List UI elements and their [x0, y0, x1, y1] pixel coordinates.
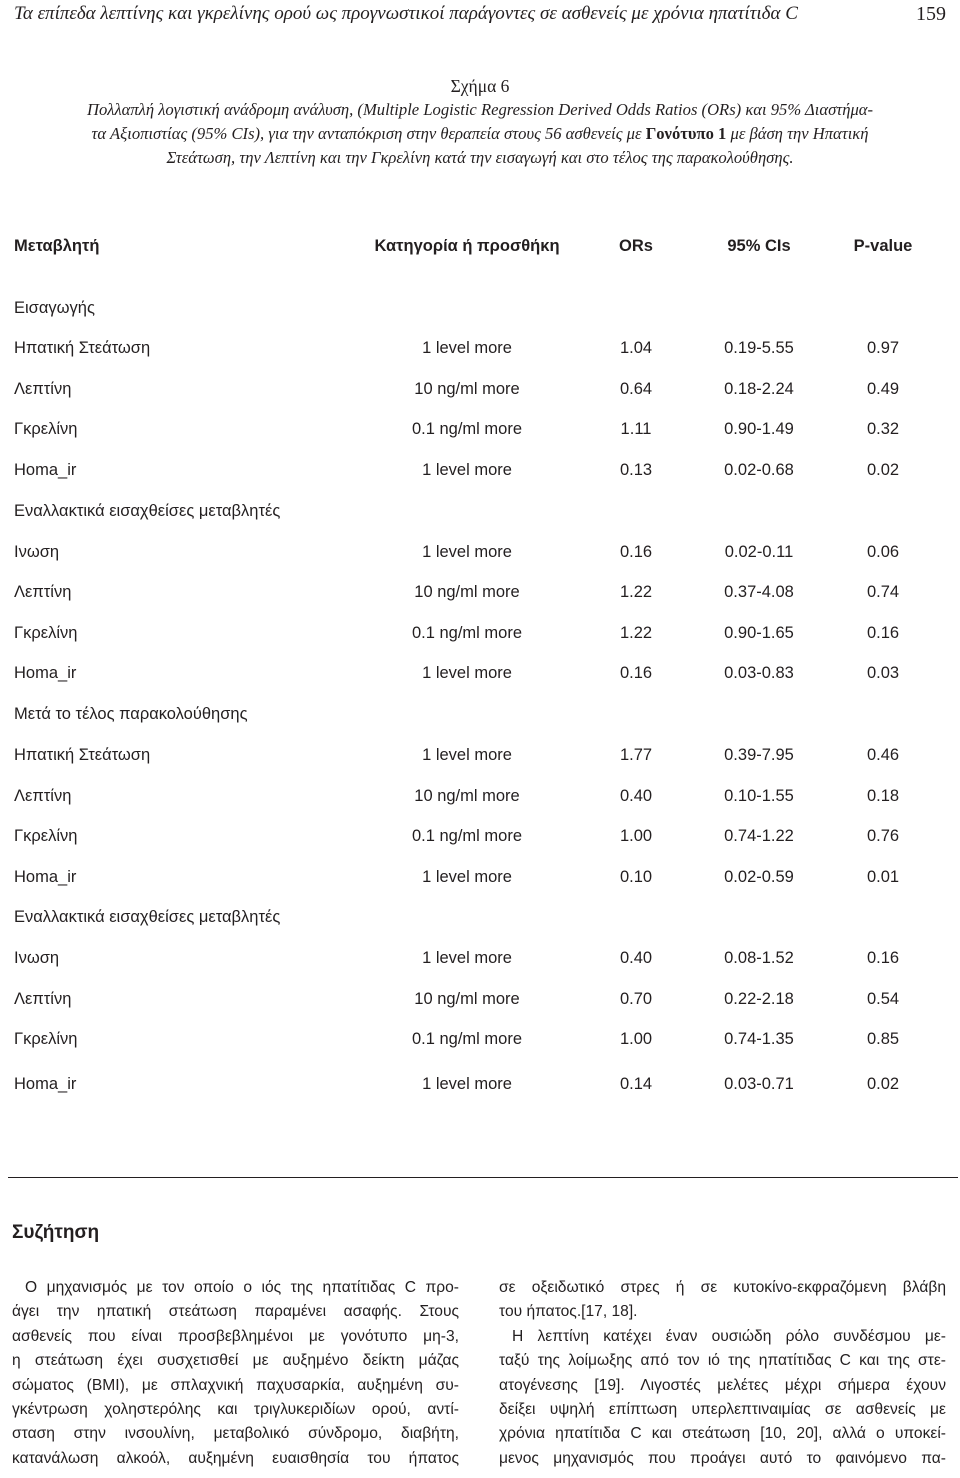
- cell-variable: Ηπατική Στεάτωση: [14, 746, 151, 764]
- discussion-column-right: [499, 1276, 946, 1476]
- text-line: χρόνια ηπατίτιδα C και στεάτωση [10, 20], αλλά ο υποκεί-: [499, 1425, 946, 1443]
- text-line: δείξει υψηλή επίπτωση υπερλεπτιναιμίας σε ασθενείς με: [499, 1401, 946, 1419]
- cell-or: 1.22: [619, 624, 653, 642]
- cell-or: 1.00: [619, 1030, 653, 1048]
- cell-pvalue: 0.97: [866, 339, 900, 357]
- cell-variable: Γκρελίνη: [14, 624, 78, 642]
- cell-ci: 0.03-0.71: [724, 1075, 794, 1093]
- cell-pvalue: 0.16: [866, 624, 900, 642]
- cell-pvalue: 0.74: [866, 583, 900, 601]
- cell-ci: 0.90-1.49: [724, 420, 794, 438]
- cell-or: 0.40: [619, 787, 653, 805]
- cell-or: 1.22: [619, 583, 653, 601]
- cell-or: 0.10: [619, 868, 653, 886]
- cell-or: 0.13: [619, 461, 653, 479]
- section-divider: [8, 1177, 958, 1178]
- cell-variable: Homa_ir: [14, 868, 77, 886]
- text-line: κατανάλωση αλκοόλ, αυξημένη ευαισθησία του ήπατος: [12, 1449, 459, 1467]
- table-section-label: Εναλλακτικά εισαχθείσες μεταβλητές: [14, 502, 281, 520]
- cell-pvalue: 0.02: [866, 1075, 900, 1093]
- cell-ci: 0.37-4.08: [724, 583, 794, 601]
- cell-or: 0.16: [619, 664, 653, 682]
- figure-label: Σχήμα 6: [450, 76, 510, 96]
- cell-or: 0.16: [619, 543, 653, 561]
- figure-caption: [10, 74, 950, 170]
- cell-variable: Γκρελίνη: [14, 1030, 78, 1048]
- cell-category: 10 ng/ml more: [414, 990, 520, 1008]
- cell-variable: Γκρελίνη: [14, 827, 78, 845]
- cell-ci: 0.39-7.95: [724, 746, 794, 764]
- discussion-heading: Συζήτηση: [12, 1222, 100, 1243]
- caption-line: Στεάτωση, την Λεπτίνη και την Γκρελίνη κατά την εισαγωγή και στο τέλος της παρακολούθησης.: [166, 148, 794, 167]
- cell-pvalue: 0.32: [866, 420, 900, 438]
- cell-category: 1 level more: [422, 949, 512, 967]
- cell-category: 1 level more: [422, 461, 512, 479]
- cell-or: 0.70: [619, 990, 653, 1008]
- discussion-column-left: [12, 1276, 459, 1476]
- cell-pvalue: 0.46: [866, 746, 900, 764]
- cell-pvalue: 0.01: [866, 868, 900, 886]
- cell-or: 0.40: [619, 949, 653, 967]
- caption-line: Πολλαπλή λογιστική ανάδρομη ανάλυση, (Multiple Logistic Regression Derived Odds Ratios (ORs) και 95% Διαστήμα-: [86, 100, 874, 119]
- text-line: γκέντρωση χοληστερόλης και τριγλυκεριδίων ορού, αντί-: [12, 1401, 459, 1419]
- cell-category: 1 level more: [422, 543, 512, 561]
- cell-category: 0.1 ng/ml more: [411, 420, 523, 438]
- cell-ci: 0.02-0.59: [724, 868, 794, 886]
- cell-or: 1.00: [619, 827, 653, 845]
- cell-ci: 0.90-1.65: [724, 624, 794, 642]
- page-number: 159: [916, 3, 946, 25]
- cell-variable: Λεπτίνη: [14, 380, 72, 398]
- text-line: μενος μηχανισμός που προάγει αυτό το φαινόμενο πα-: [499, 1449, 946, 1467]
- cell-category: 1 level more: [422, 868, 512, 886]
- cell-category: 10 ng/ml more: [414, 380, 520, 398]
- table-section-label: Εναλλακτικά εισαχθείσες μεταβλητές: [14, 908, 281, 926]
- cell-variable: Homa_ir: [14, 1075, 77, 1093]
- text-line: ασθενείς που είναι προσβεβλημένοι με γονότυπο μη-3,: [12, 1327, 459, 1345]
- cell-category: 0.1 ng/ml more: [411, 1030, 523, 1048]
- cell-pvalue: 0.16: [866, 949, 900, 967]
- header-category: Κατηγορία ή προσθήκη: [374, 237, 560, 255]
- paragraph: [12, 1276, 459, 1471]
- cell-variable: Λεπτίνη: [14, 787, 72, 805]
- cell-pvalue: 0.54: [866, 990, 900, 1008]
- cell-ci: 0.02-0.68: [724, 461, 794, 479]
- cell-category: 1 level more: [422, 664, 512, 682]
- text-line: άγει την ηπατική στεάτωση παραμένει ασαφής. Στους: [12, 1303, 459, 1321]
- table-section-label: Μετά το τέλος παρακολούθησης: [14, 705, 248, 723]
- text-line: η στεάτωση έχει συσχετισθεί με αυξημένο δείκτη μάζας: [12, 1352, 459, 1370]
- cell-ci: 0.22-2.18: [724, 990, 794, 1008]
- text-line: σταση στην ινσουλίνη, μεταβολικό σύνδρομο, διαβήτη,: [12, 1425, 459, 1443]
- cell-category: 0.1 ng/ml more: [411, 827, 523, 845]
- cell-or: 1.11: [620, 420, 652, 438]
- text-line: του ήπατος.[17, 18].: [499, 1303, 638, 1321]
- cell-or: 1.04: [619, 339, 653, 357]
- cell-ci: 0.18-2.24: [724, 380, 794, 398]
- caption-text: τα Αξιοπιστίας (95% CIs), για την ανταπόκριση στην θεραπεία στους 56 ασθενείς με: [91, 124, 646, 143]
- text-line: σε οξειδωτικό στρες ή σε κυτοκίνο-εκφραζόμενη βλάβη: [499, 1279, 946, 1296]
- text-line: Ο μηχανισμός με τον οποίο ο ιός της ηπατίτιδας C προ-: [25, 1279, 459, 1296]
- running-title: Τα επίπεδα λεπτίνης και γκρελίνης ορού ως προγνωστικοί παράγοντες σε ασθενείς με χρόνια ηπατίτιδα C: [14, 3, 798, 24]
- cell-category: 1 level more: [422, 339, 512, 357]
- caption-genotype: Γονότυπο 1: [645, 124, 727, 143]
- cell-ci: 0.74-1.22: [724, 827, 794, 845]
- cell-pvalue: 0.18: [866, 787, 900, 805]
- cell-variable: Λεπτίνη: [14, 990, 72, 1008]
- cell-pvalue: 0.85: [866, 1030, 900, 1048]
- cell-variable: Homa_ir: [14, 461, 77, 479]
- table-section-label: Εισαγωγής: [14, 299, 95, 317]
- text-line: ατογένεσης [19]. Λιγοστές μελέτες μέχρι σήμερα έχουν: [499, 1376, 946, 1394]
- cell-variable: Ινωση: [14, 543, 60, 561]
- cell-category: 0.1 ng/ml more: [411, 624, 523, 642]
- text-line: ταξύ της λοίμωξης από τον ιό της ηπατίτιδας C και της στε-: [499, 1352, 946, 1370]
- cell-ci: 0.02-0.11: [724, 543, 794, 561]
- paragraph: [499, 1325, 946, 1471]
- cell-category: 10 ng/ml more: [414, 787, 520, 805]
- cell-ci: 0.10-1.55: [724, 787, 794, 805]
- caption-text: με βάση την Ηπατική: [726, 124, 869, 143]
- cell-category: 1 level more: [422, 1075, 512, 1093]
- cell-variable: Ινωση: [14, 949, 60, 967]
- cell-ci: 0.08-1.52: [724, 949, 794, 967]
- cell-variable: Ηπατική Στεάτωση: [14, 339, 151, 357]
- cell-or: 0.64: [619, 380, 653, 398]
- header-pvalue: P-value: [853, 237, 913, 255]
- text-line: σώματος (BMI), με σπλαχνική παχυσαρκία, αυξημένη συ-: [12, 1376, 459, 1394]
- cell-or: 0.14: [619, 1075, 653, 1093]
- cell-pvalue: 0.76: [866, 827, 900, 845]
- cell-pvalue: 0.03: [866, 664, 900, 682]
- header-ors: ORs: [619, 237, 653, 255]
- paragraph: [499, 1276, 946, 1325]
- cell-or: 1.77: [619, 746, 653, 764]
- cell-variable: Homa_ir: [14, 664, 77, 682]
- cell-category: 10 ng/ml more: [414, 583, 520, 601]
- running-header: [14, 2, 946, 26]
- cell-pvalue: 0.06: [866, 543, 900, 561]
- cell-category: 1 level more: [422, 746, 512, 764]
- cell-variable: Λεπτίνη: [14, 583, 72, 601]
- caption-line: [10, 122, 950, 146]
- header-variable: Μεταβλητή: [14, 237, 100, 255]
- cell-ci: 0.03-0.83: [724, 664, 794, 682]
- cell-pvalue: 0.49: [866, 380, 900, 398]
- text-line: Η λεπτίνη κατέχει έναν ουσιώδη ρόλο συνδέσμου με-: [512, 1327, 946, 1345]
- cell-ci: 0.74-1.35: [724, 1030, 794, 1048]
- cell-ci: 0.19-5.55: [724, 339, 794, 357]
- header-ci: 95% CIs: [727, 237, 791, 255]
- cell-variable: Γκρελίνη: [14, 420, 78, 438]
- cell-pvalue: 0.02: [866, 461, 900, 479]
